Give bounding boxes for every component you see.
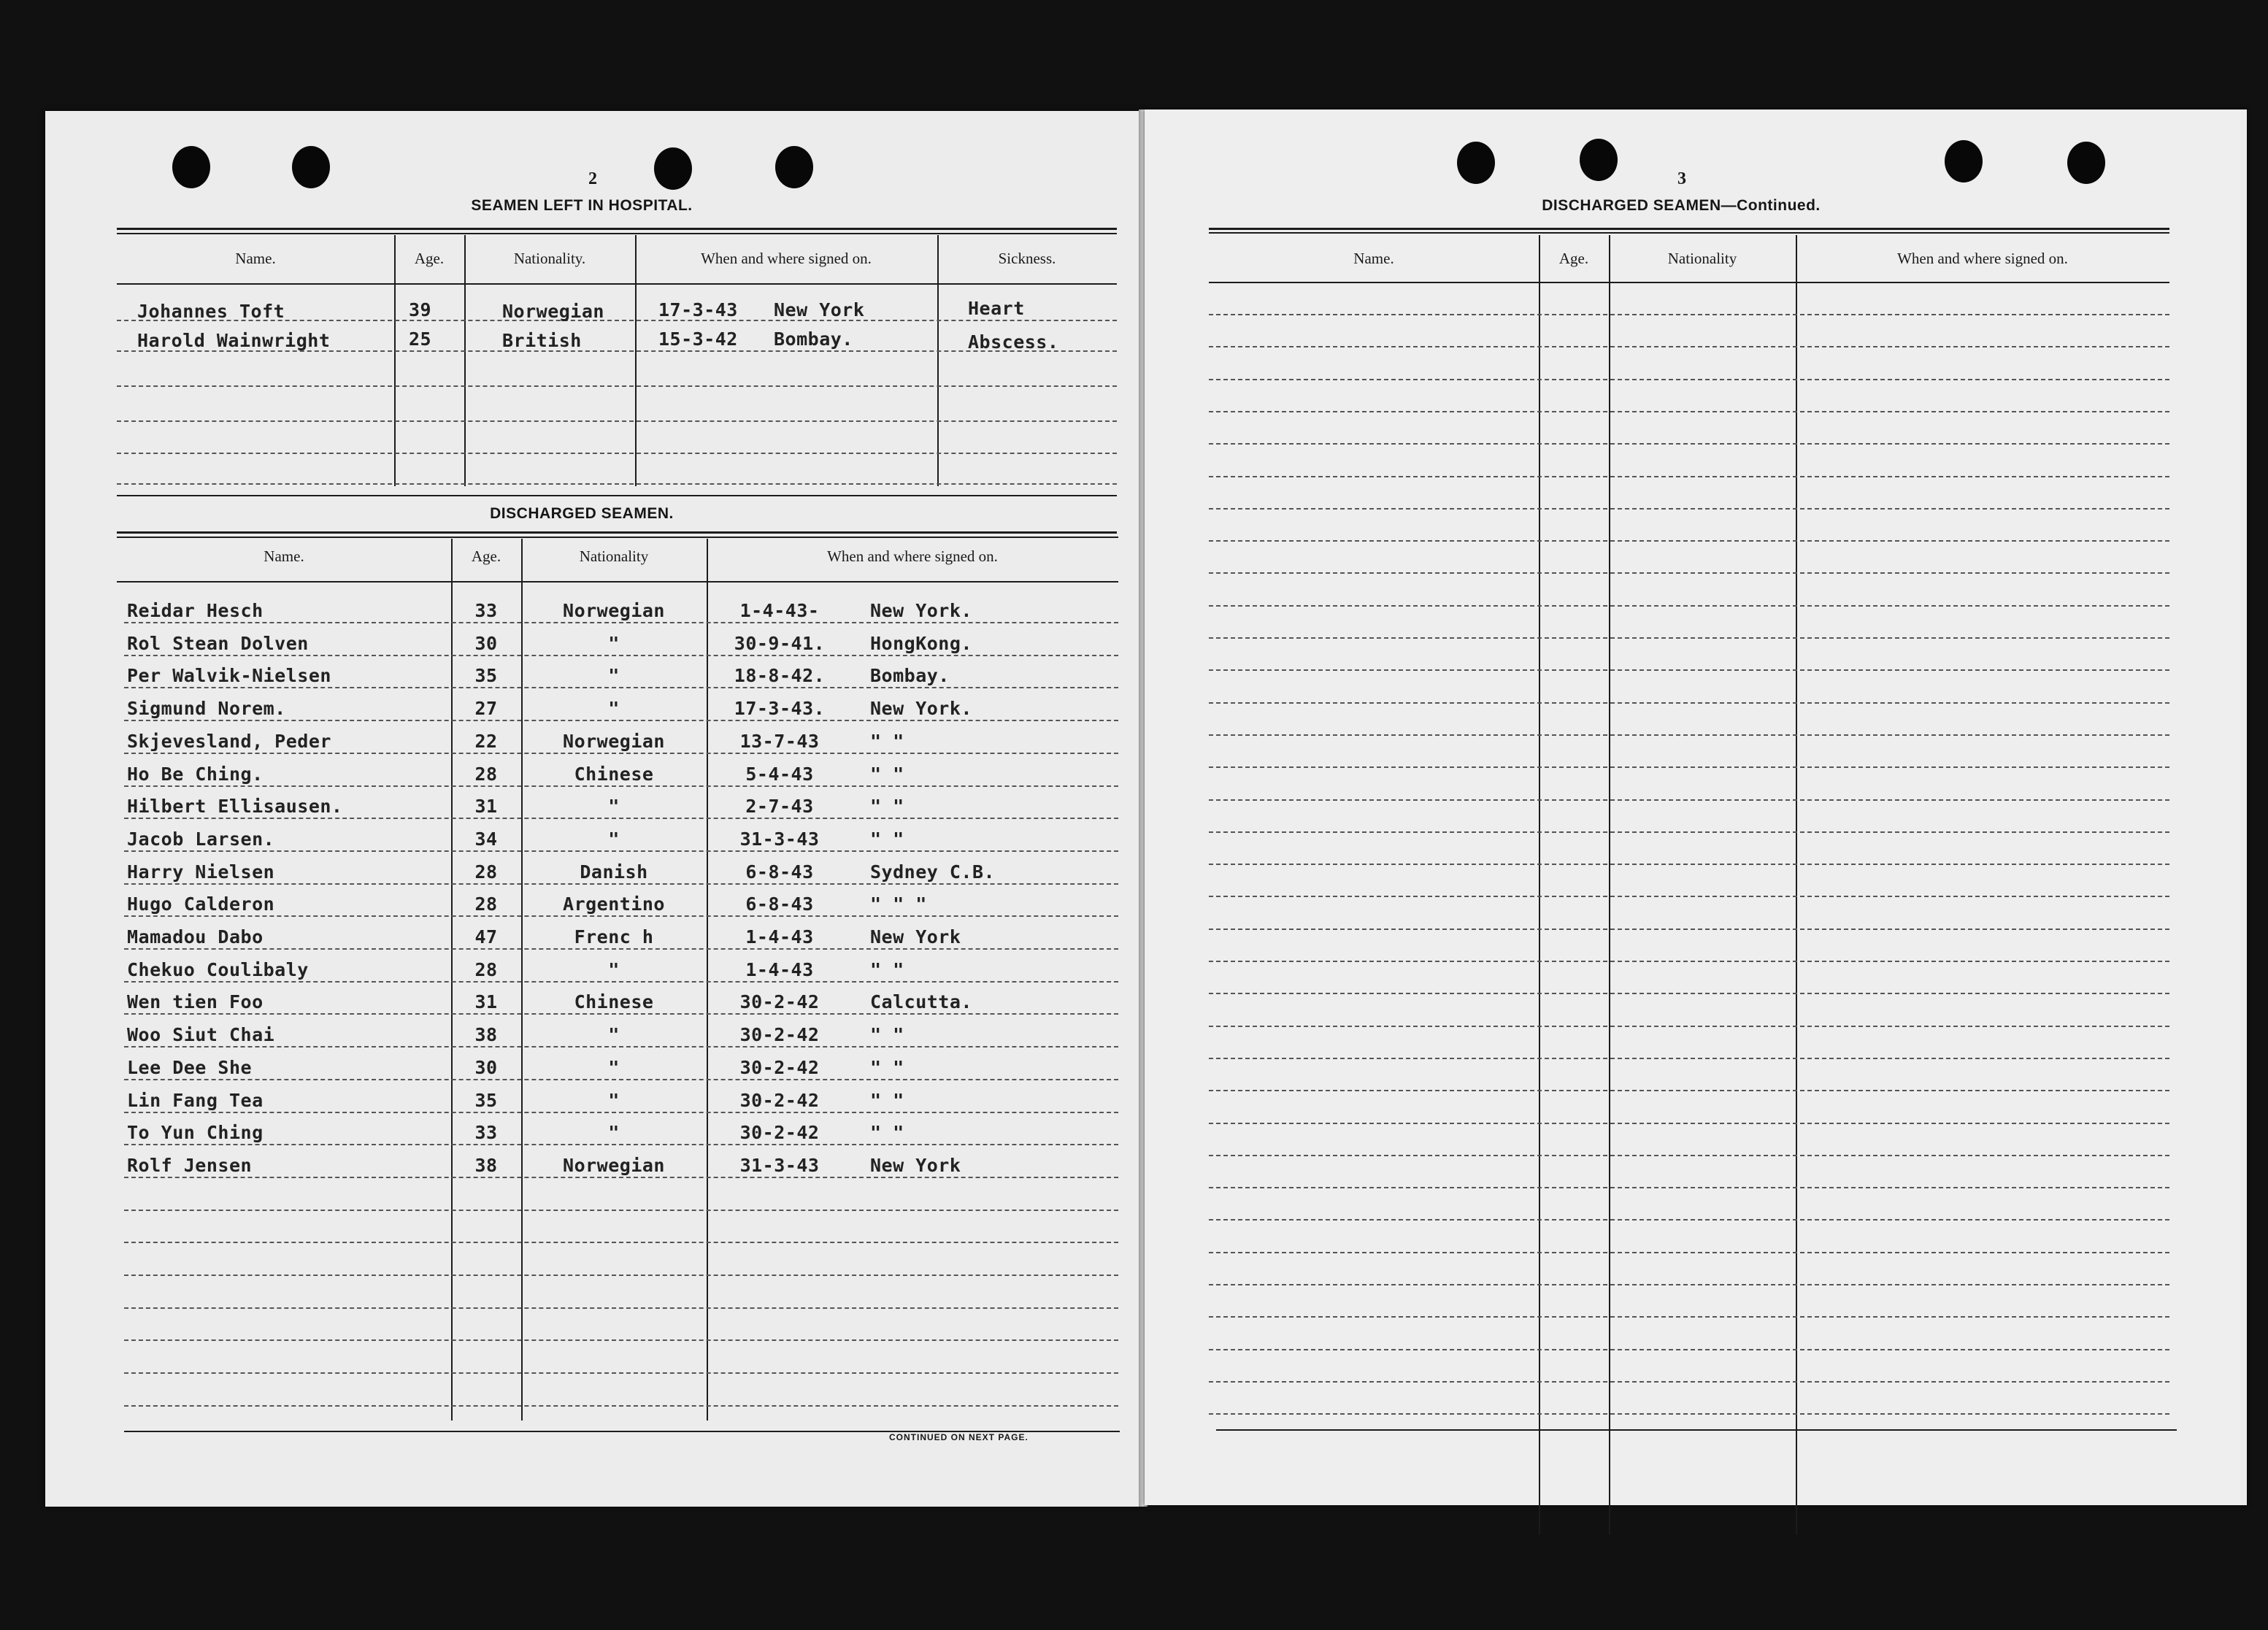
cell-nationality: Argentino [563, 893, 665, 915]
cell-nationality: Norwegian [563, 1155, 665, 1176]
cell-sickness: Heart [968, 298, 1025, 319]
punch-hole [654, 147, 692, 190]
row-line [1209, 1219, 2169, 1220]
row-line [124, 1046, 1118, 1047]
row-line [1209, 993, 2169, 994]
table-rule [117, 233, 1117, 234]
row-line [1209, 1381, 2169, 1383]
row-line [124, 1405, 1118, 1407]
row-line [1209, 799, 2169, 801]
cell-name: Sigmund Norem. [127, 698, 286, 719]
row-line [124, 883, 1118, 885]
cell-age: 34 [474, 829, 498, 850]
row-line [124, 655, 1118, 656]
punch-hole [2067, 142, 2105, 184]
row-line [124, 1177, 1118, 1178]
column-divider [394, 235, 396, 486]
row-line [124, 753, 1118, 754]
cell-place: New York [870, 1155, 961, 1176]
cell-name: Reidar Hesch [127, 600, 264, 621]
row-line [1209, 929, 2169, 930]
table-rule [117, 228, 1117, 230]
cell-nationality: " [608, 959, 620, 980]
cell-date: 31-3-43 [739, 829, 820, 850]
row-line [1209, 766, 2169, 768]
cell-place: " " " [870, 893, 927, 915]
table-rule [1209, 228, 2169, 230]
cell-date: 30-2-42 [739, 1057, 820, 1078]
punch-hole [172, 146, 210, 188]
cell-nationality: " [608, 633, 620, 654]
cell-date: 6-8-43 [745, 861, 814, 883]
cell-name: Jacob Larsen. [127, 829, 275, 850]
cell-nationality: Danish [580, 861, 648, 883]
cell-nationality: British [502, 330, 582, 351]
row-line [1209, 1316, 2169, 1318]
cell-age: 30 [474, 633, 498, 654]
row-line [124, 785, 1118, 787]
table-rule [117, 537, 1118, 538]
cell-age: 28 [474, 893, 498, 915]
cell-name: Rol Stean Dolven [127, 633, 309, 654]
cell-place: " " [870, 1122, 904, 1143]
table-rule [1209, 282, 2169, 283]
row-line [124, 720, 1118, 721]
punch-hole [292, 146, 330, 188]
cell-name: To Yun Ching [127, 1122, 264, 1143]
cell-age: 33 [474, 1122, 498, 1143]
cell-age: 31 [474, 796, 498, 817]
cell-age: 30 [474, 1057, 498, 1078]
cell-age: 47 [474, 926, 498, 947]
cell-age: 22 [474, 731, 498, 752]
row-line [1209, 1413, 2169, 1415]
cell-name: Per Walvik-Nielsen [127, 665, 331, 686]
cell-nationality: Chinese [574, 991, 654, 1012]
row-line [1209, 508, 2169, 510]
row-line [1209, 831, 2169, 833]
cell-age: 38 [474, 1024, 498, 1045]
row-line [1209, 1155, 2169, 1156]
cell-age: 28 [474, 861, 498, 883]
row-line [1209, 961, 2169, 962]
cell-nationality: " [608, 1024, 620, 1045]
discharged-section-title: DISCHARGED SEAMEN. [490, 505, 674, 522]
cell-name: Hilbert Ellisausen. [127, 796, 343, 817]
cell-date: 30-2-42 [739, 991, 820, 1012]
cell-age: 27 [474, 698, 498, 719]
continued-section-title: DISCHARGED SEAMEN—Continued. [1542, 197, 1821, 214]
row-line [1209, 637, 2169, 639]
row-line [117, 385, 1117, 387]
row-line [1209, 1058, 2169, 1059]
cell-name: Rolf Jensen [127, 1155, 253, 1176]
header-age: Age. [1558, 250, 1589, 267]
punch-hole [775, 146, 813, 188]
row-line [124, 948, 1118, 950]
cell-age: 28 [474, 764, 498, 785]
row-line [124, 622, 1118, 623]
cell-place: " " [870, 796, 904, 817]
row-line [124, 1372, 1118, 1374]
row-line [1209, 411, 2169, 412]
table-rule [1216, 1429, 2177, 1431]
cell-place: New York. [870, 698, 972, 719]
cell-name: Lin Fang Tea [127, 1090, 264, 1111]
header-sickness: Sickness. [998, 250, 1056, 267]
row-line [124, 1275, 1118, 1276]
cell-nationality: " [608, 698, 620, 719]
row-line [124, 1112, 1118, 1113]
cell-nationality: Norwegian [502, 301, 604, 322]
cell-nationality: " [608, 1122, 620, 1143]
cell-date: 15-3-42 [658, 328, 738, 350]
row-line [1209, 346, 2169, 347]
row-line [124, 1079, 1118, 1080]
row-line [1209, 702, 2169, 704]
row-line [124, 687, 1118, 688]
row-line [124, 818, 1118, 819]
cell-name: Harry Nielsen [127, 861, 275, 883]
row-line [1209, 1123, 2169, 1124]
cell-place: " " [870, 764, 904, 785]
continued-note: CONTINUED ON NEXT PAGE. [889, 1432, 1029, 1442]
row-line [124, 1339, 1118, 1341]
cell-date: 6-8-43 [745, 893, 814, 915]
column-divider [1796, 235, 1797, 1534]
header-nationality: Nationality [1667, 250, 1737, 267]
cell-name: Lee Dee She [127, 1057, 253, 1078]
row-line [117, 453, 1117, 454]
cell-name: Hugo Calderon [127, 893, 275, 915]
cell-date: 30-2-42 [739, 1090, 820, 1111]
cell-place: " " [870, 959, 904, 980]
header-age: Age. [414, 250, 445, 267]
table-rule [117, 531, 1117, 534]
cell-date: 1-4-43- [739, 600, 820, 621]
row-line [1209, 1349, 2169, 1350]
row-line [117, 420, 1117, 422]
column-divider [635, 235, 637, 486]
punch-hole [1580, 139, 1618, 181]
row-line [1209, 443, 2169, 445]
cell-place: " " [870, 1090, 904, 1111]
cell-name: Harold Wainwright [137, 330, 331, 351]
row-line [124, 981, 1118, 983]
cell-sickness: Abscess. [968, 331, 1059, 353]
cell-name: Chekuo Coulibaly [127, 959, 309, 980]
cell-place: Calcutta. [870, 991, 972, 1012]
row-line [124, 1013, 1118, 1015]
header-signed-on: When and where signed on. [1897, 250, 2068, 267]
row-line [1209, 1284, 2169, 1285]
cell-nationality: " [608, 1090, 620, 1111]
table-rule [117, 283, 1117, 285]
cell-name: Johannes Toft [137, 301, 285, 322]
header-name: Name. [1353, 250, 1394, 267]
cell-name: Woo Siut Chai [127, 1024, 275, 1045]
cell-age: 38 [474, 1155, 498, 1176]
cell-date: 1-4-43 [745, 959, 814, 980]
table-rule [1209, 232, 2169, 234]
header-signed-on: When and where signed on. [701, 250, 872, 267]
cell-name: Ho Be Ching. [127, 764, 264, 785]
header-age: Age. [471, 547, 501, 565]
row-line [1209, 476, 2169, 477]
header-signed-on: When and where signed on. [827, 547, 998, 565]
cell-nationality: Norwegian [563, 731, 665, 752]
cell-date: 13-7-43 [739, 731, 820, 752]
row-line [124, 915, 1118, 917]
row-line [1209, 896, 2169, 897]
cell-date: 30-2-42 [739, 1122, 820, 1143]
header-name: Name. [235, 250, 276, 267]
cell-age: 33 [474, 600, 498, 621]
cell-name: Mamadou Dabo [127, 926, 264, 947]
column-divider [1609, 235, 1610, 1534]
cell-place: Bombay. [774, 328, 853, 350]
header-nationality: Nationality. [513, 250, 586, 267]
cell-place: " " [870, 829, 904, 850]
cell-name: Wen tien Foo [127, 991, 264, 1012]
cell-age: 28 [474, 959, 498, 980]
left-page [45, 111, 1145, 1507]
table-rule [117, 495, 1117, 496]
row-line [1209, 314, 2169, 315]
column-divider [464, 235, 466, 486]
cell-nationality: " [608, 829, 620, 850]
cell-date: 2-7-43 [745, 796, 814, 817]
cell-place: HongKong. [870, 633, 972, 654]
cell-place: " " [870, 1024, 904, 1045]
cell-date: 30-9-41. [734, 633, 826, 654]
row-line [124, 1144, 1118, 1145]
cell-date: 31-3-43 [739, 1155, 820, 1176]
punch-hole [1457, 142, 1495, 184]
page-number: 2 [588, 169, 597, 188]
cell-nationality: " [608, 665, 620, 686]
row-line [124, 1307, 1118, 1309]
cell-nationality: " [608, 1057, 620, 1078]
row-line [1209, 379, 2169, 380]
cell-date: 5-4-43 [745, 764, 814, 785]
column-divider [937, 235, 939, 486]
row-line [124, 1210, 1118, 1211]
cell-nationality: Chinese [574, 764, 654, 785]
row-line [1209, 1026, 2169, 1027]
cell-place: New York. [870, 600, 972, 621]
row-line [1209, 864, 2169, 865]
table-rule [117, 581, 1118, 583]
header-name: Name. [264, 547, 304, 565]
row-line [1209, 572, 2169, 574]
cell-place: Bombay. [870, 665, 950, 686]
hospital-section-title: SEAMEN LEFT IN HOSPITAL. [471, 197, 693, 214]
row-line [124, 1242, 1118, 1243]
cell-date: 30-2-42 [739, 1024, 820, 1045]
cell-place: " " [870, 731, 904, 752]
header-nationality: Nationality [579, 547, 649, 565]
right-page [1145, 109, 2247, 1505]
cell-age: 35 [474, 665, 498, 686]
row-line [1209, 605, 2169, 607]
page-number: 3 [1677, 169, 1686, 188]
cell-age: 35 [474, 1090, 498, 1111]
cell-nationality: Frenc h [574, 926, 654, 947]
row-line [1209, 669, 2169, 671]
row-line [1209, 1187, 2169, 1188]
cell-place: New York [870, 926, 961, 947]
cell-date: 18-8-42. [734, 665, 826, 686]
row-line [124, 850, 1118, 852]
cell-date: 17-3-43. [734, 698, 826, 719]
punch-hole [1945, 140, 1983, 182]
column-divider [1539, 235, 1540, 1534]
cell-place: New York [774, 299, 865, 320]
cell-age: 25 [409, 328, 432, 350]
row-line [1209, 540, 2169, 542]
cell-age: 39 [409, 299, 432, 320]
cell-date: 1-4-43 [745, 926, 814, 947]
row-line [1209, 1252, 2169, 1253]
cell-date: 17-3-43 [658, 299, 738, 320]
row-line [1209, 1090, 2169, 1091]
cell-nationality: Norwegian [563, 600, 665, 621]
cell-place: Sydney C.B. [870, 861, 996, 883]
cell-nationality: " [608, 796, 620, 817]
row-line [117, 483, 1117, 485]
cell-age: 31 [474, 991, 498, 1012]
cell-place: " " [870, 1057, 904, 1078]
row-line [1209, 734, 2169, 736]
cell-name: Skjevesland, Peder [127, 731, 331, 752]
